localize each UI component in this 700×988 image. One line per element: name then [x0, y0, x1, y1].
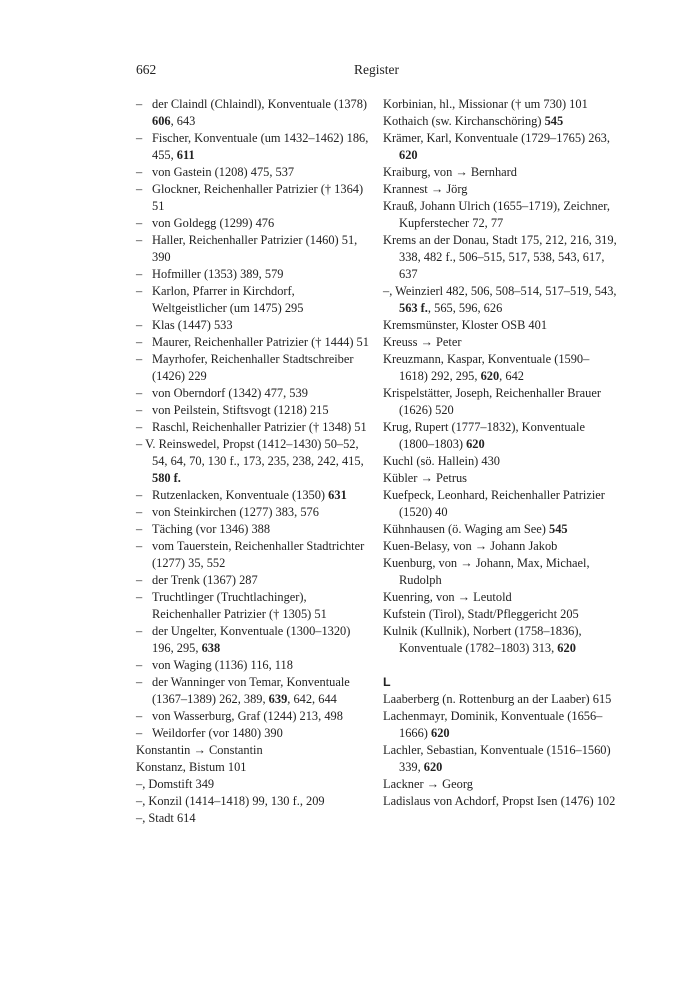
index-column-left — [136, 96, 370, 827]
entry-text: Konstanz, Bistum 101 — [136, 760, 247, 774]
index-entry — [136, 385, 370, 402]
entry-text: der Wanninger von Temar, Konventuale (1367–1389) 262, 389, 639, 642, 644 — [152, 675, 350, 706]
entry-dash: – — [136, 352, 143, 366]
index-entry — [136, 402, 370, 419]
entry-text: von Goldegg (1299) 476 — [152, 216, 275, 230]
entry-dash: – — [136, 403, 143, 417]
entry-dash: – — [136, 590, 143, 604]
entry-text: Haller, Reichenhaller Patrizier (1460) 51, 390 — [152, 233, 358, 264]
entry-text: von Oberndorf (1342) 477, 539 — [152, 386, 308, 400]
entry-text: Krispelstätter, Joseph, Reichenhaller Brauer (1626) 520 — [383, 386, 601, 417]
entry-text: Lackner → Georg — [383, 777, 473, 791]
index-entry — [383, 351, 617, 385]
entry-dash: – — [136, 131, 143, 145]
index-entry — [383, 555, 617, 589]
index-entry — [136, 96, 370, 130]
index-entry — [136, 793, 370, 810]
index-entry — [136, 725, 370, 742]
entry-text: Weildorfer (vor 1480) 390 — [152, 726, 283, 740]
entry-text: Klas (1447) 533 — [152, 318, 233, 332]
entry-text: Laaberberg (n. Rottenburg an der Laaber) 615 — [383, 692, 612, 706]
index-entry — [136, 572, 370, 589]
index-entry — [136, 538, 370, 572]
entry-text: Raschl, Reichenhaller Patrizier († 1348) 51 — [152, 420, 367, 434]
entry-dash: – — [136, 267, 143, 281]
entry-text: von Gastein (1208) 475, 537 — [152, 165, 295, 179]
index-entry — [383, 470, 617, 487]
entry-text: von Wasserburg, Graf (1244) 213, 498 — [152, 709, 343, 723]
index-entry — [383, 283, 617, 317]
index-entry — [136, 487, 370, 504]
page-number: 662 — [136, 62, 157, 77]
entry-dash: – — [136, 335, 143, 349]
entry-text: Karlon, Pfarrer in Kirchdorf, Weltgeistlicher (um 1475) 295 — [152, 284, 304, 315]
entry-text: Täching (vor 1346) 388 — [152, 522, 271, 536]
entry-text: von Peilstein, Stiftsvogt (1218) 215 — [152, 403, 329, 417]
index-entry — [383, 606, 617, 623]
index-entry — [383, 164, 617, 181]
index-column-right — [383, 96, 617, 810]
index-entry — [383, 589, 617, 606]
index-entry — [136, 266, 370, 283]
entry-text: der Ungelter, Konventuale (1300–1320) 196, 295, 638 — [152, 624, 351, 655]
entry-dash: – — [136, 573, 143, 587]
index-entry — [383, 198, 617, 232]
entry-text: Krug, Rupert (1777–1832), Konventuale (1800–1803) 620 — [383, 420, 585, 451]
entry-dash: – — [136, 726, 143, 740]
entry-text: Kuen-Belasy, von → Johann Jakob — [383, 539, 558, 553]
index-entry — [136, 215, 370, 232]
entry-text: Rutzenlacken, Konventuale (1350) 631 — [152, 488, 347, 502]
entry-text: Fischer, Konventuale (um 1432–1462) 186, 455, 611 — [152, 131, 369, 162]
entry-text: –, Weinzierl 482, 506, 508–514, 517–519, 543, 563 f., 565, 596, 626 — [383, 284, 617, 315]
index-entry — [136, 130, 370, 164]
entry-text: der Claindl (Chlaindl), Konventuale (1378) 606, 643 — [152, 97, 368, 128]
index-entry — [383, 385, 617, 419]
entry-text: Lachler, Sebastian, Konventuale (1516–1560) 339, 620 — [383, 743, 611, 774]
entry-text: Konstantin → Constantin — [136, 743, 263, 757]
entry-text: – V. Reinswedel, Propst (1412–1430) 50–52, 54, 64, 70, 130 f., 173, 235, 238, 242, 415, 580 f. — [136, 437, 364, 485]
entry-text: Kübler → Petrus — [383, 471, 467, 485]
entry-dash: – — [136, 539, 143, 553]
index-entry — [383, 453, 617, 470]
index-entry — [383, 691, 617, 708]
index-entry — [383, 776, 617, 793]
entry-text: Lachenmayr, Dominik, Konventuale (1656–1666) 620 — [383, 709, 603, 740]
entry-text: Krems an der Donau, Stadt 175, 212, 216, 319, 338, 482 f., 506–515, 517, 538, 543, 617, 637 — [383, 233, 617, 281]
entry-text: Korbinian, hl., Missionar († um 730) 101 — [383, 97, 588, 111]
index-entry — [383, 793, 617, 810]
index-entry — [136, 742, 370, 759]
entry-text: –, Domstift 349 — [136, 777, 215, 791]
index-entry — [136, 674, 370, 708]
index-entry — [136, 283, 370, 317]
index-entry — [136, 436, 370, 487]
entry-dash: – — [136, 488, 143, 502]
entry-text: Kraiburg, von → Bernhard — [383, 165, 517, 179]
index-entry — [136, 351, 370, 385]
index-entry — [136, 164, 370, 181]
entry-text: Krämer, Karl, Konventuale (1729–1765) 263, 620 — [383, 131, 610, 162]
entry-dash: – — [136, 420, 143, 434]
entry-text: vom Tauerstein, Reichenhaller Stadtrichter (1277) 35, 552 — [152, 539, 365, 570]
index-entry — [383, 419, 617, 453]
index-entry — [383, 181, 617, 198]
index-entry — [383, 708, 617, 742]
entry-text: Kreuzmann, Kaspar, Konventuale (1590–1618) 292, 295, 620, 642 — [383, 352, 590, 383]
entry-text: Kuefpeck, Leonhard, Reichenhaller Patrizier (1520) 40 — [383, 488, 605, 519]
index-entry — [136, 657, 370, 674]
index-entry — [136, 181, 370, 215]
running-title: Register — [354, 62, 399, 77]
entry-text: Ladislaus von Achdorf, Propst Isen (1476) 102 — [383, 794, 616, 808]
index-entry — [383, 742, 617, 776]
index-entry — [136, 504, 370, 521]
index-entry — [383, 521, 617, 538]
entry-dash: – — [136, 233, 143, 247]
index-entry — [136, 759, 370, 776]
page-header — [136, 62, 397, 84]
entry-text: Kuenring, von → Leutold — [383, 590, 512, 604]
entry-dash: – — [136, 165, 143, 179]
index-entry — [383, 623, 617, 657]
entry-dash: – — [136, 675, 143, 689]
entry-dash: – — [136, 284, 143, 298]
index-entry — [383, 113, 617, 130]
entry-text: von Waging (1136) 116, 118 — [152, 658, 293, 672]
index-entry — [383, 538, 617, 555]
entry-dash: – — [136, 505, 143, 519]
entry-text: –, Stadt 614 — [136, 811, 196, 825]
entry-text: Hofmiller (1353) 389, 579 — [152, 267, 284, 281]
index-entry — [136, 623, 370, 657]
entry-text: Truchtlinger (Truchtlachinger), Reichenhaller Patrizier († 1305) 51 — [152, 590, 327, 621]
index-entry — [383, 96, 617, 113]
entry-text: Kremsmünster, Kloster OSB 401 — [383, 318, 548, 332]
entry-dash: – — [136, 386, 143, 400]
entry-dash: – — [136, 624, 143, 638]
entry-text: Krannest → Jörg — [383, 182, 468, 196]
index-entry — [136, 334, 370, 351]
entry-text: Glockner, Reichenhaller Patrizier († 1364) 51 — [152, 182, 364, 213]
index-entry — [383, 487, 617, 521]
index-entry — [136, 589, 370, 623]
entry-text: Kulnik (Kullnik), Norbert (1758–1836), Konventuale (1782–1803) 313, 620 — [383, 624, 582, 655]
index-entry — [136, 708, 370, 725]
entry-dash: – — [136, 522, 143, 536]
entry-text: Maurer, Reichenhaller Patrizier († 1444) 51 — [152, 335, 369, 349]
entry-text: der Trenk (1367) 287 — [152, 573, 258, 587]
entry-dash: – — [136, 97, 143, 111]
entry-text: –, Konzil (1414–1418) 99, 130 f., 209 — [136, 794, 325, 808]
entry-text: Kuenburg, von → Johann, Max, Michael, Rudolph — [383, 556, 590, 587]
index-entry — [136, 419, 370, 436]
entry-dash: – — [136, 318, 143, 332]
entry-dash: – — [136, 658, 143, 672]
index-entry — [136, 317, 370, 334]
entry-text: Kreuss → Peter — [383, 335, 462, 349]
entry-text: Mayrhofer, Reichenhaller Stadtschreiber (1426) 229 — [152, 352, 354, 383]
entry-text: Kühnhausen (ö. Waging am See) 545 — [383, 522, 568, 536]
entry-text: Kothaich (sw. Kirchanschöring) 545 — [383, 114, 564, 128]
index-entry — [136, 776, 370, 793]
section-letter: L — [383, 675, 391, 689]
entry-text: von Steinkirchen (1277) 383, 576 — [152, 505, 319, 519]
entry-text: Krauß, Johann Ulrich (1655–1719), Zeichner, Kupferstecher 72, 77 — [383, 199, 610, 230]
index-entry — [136, 810, 370, 827]
index-entry — [136, 521, 370, 538]
entry-dash: – — [136, 709, 143, 723]
index-entry — [383, 317, 617, 334]
index-entry — [136, 232, 370, 266]
entry-text: Kuchl (sö. Hallein) 430 — [383, 454, 500, 468]
index-entry — [383, 334, 617, 351]
index-entry — [383, 232, 617, 283]
entry-dash: – — [136, 182, 143, 196]
index-entry — [383, 130, 617, 164]
entry-text: Kufstein (Tirol), Stadt/Pfleggericht 205 — [383, 607, 579, 621]
entry-dash: – — [136, 216, 143, 230]
